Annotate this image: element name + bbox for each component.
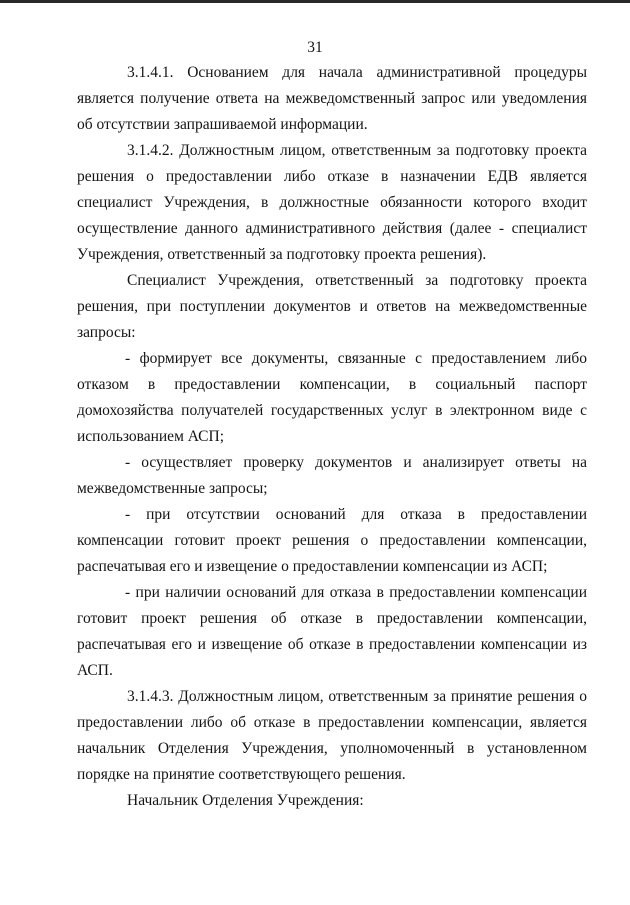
list-item-no-grounds-for-refusal: - при отсутствии оснований для отказа в предоставлении компенсации готовит проект решения о предоставлении компенсации, распечатывая его и извещение о предоставлении компенсации из АСП; [77,506,587,575]
list-item-checks-documents: - осуществляет проверку документов и анализирует ответы на межведомственные запросы; [77,454,587,497]
page-number: 31 [307,39,323,56]
list-item-forms-documents: - формирует все документы, связанные с предоставлением либо отказом в предоставлении компенсации, в социальный паспорт домохозяйства получателей государственных услуг в электронном виде с использованием АСП; [77,350,587,445]
paragraph-3-1-4-1: 3.1.4.1. Основанием для начала административной процедуры является получение ответа на межведомственный запрос или уведомления об отсутствии запрашиваемой информации. [77,64,587,133]
paragraph-specialist-intro: Специалист Учреждения, ответственный за подготовку проекта решения, при поступлении документов и ответов на межведомственные запросы: [77,272,587,341]
paragraph-head-of-department: Начальник Отделения Учреждения: [127,792,364,809]
paragraph-3-1-4-2: 3.1.4.2. Должностным лицом, ответственным за подготовку проекта решения о предоставлении либо отказе в назначении ЕДВ является специалист Учреждения, в должностные обязанности которого входит осуществление данного административного действия (далее - специалист Учреждения, ответственный за подготовку проекта решения). [77,142,587,263]
scan-top-edge [0,0,630,3]
paragraph-3-1-4-3: 3.1.4.3. Должностным лицом, ответственным за принятие решения о предоставлении либо об отказе в предоставлении компенсации, является начальник Отделения Учреждения, уполномоченный в установленном порядке на принятие соответствующего решения. [77,688,587,783]
document-body [77,60,587,814]
list-item-grounds-for-refusal: - при наличии оснований для отказа в предоставлении компенсации готовит проект решения об отказе в предоставлении компенсации, распечатывая его и извещение об отказе в предоставлении компенсации из АСП. [77,584,587,679]
